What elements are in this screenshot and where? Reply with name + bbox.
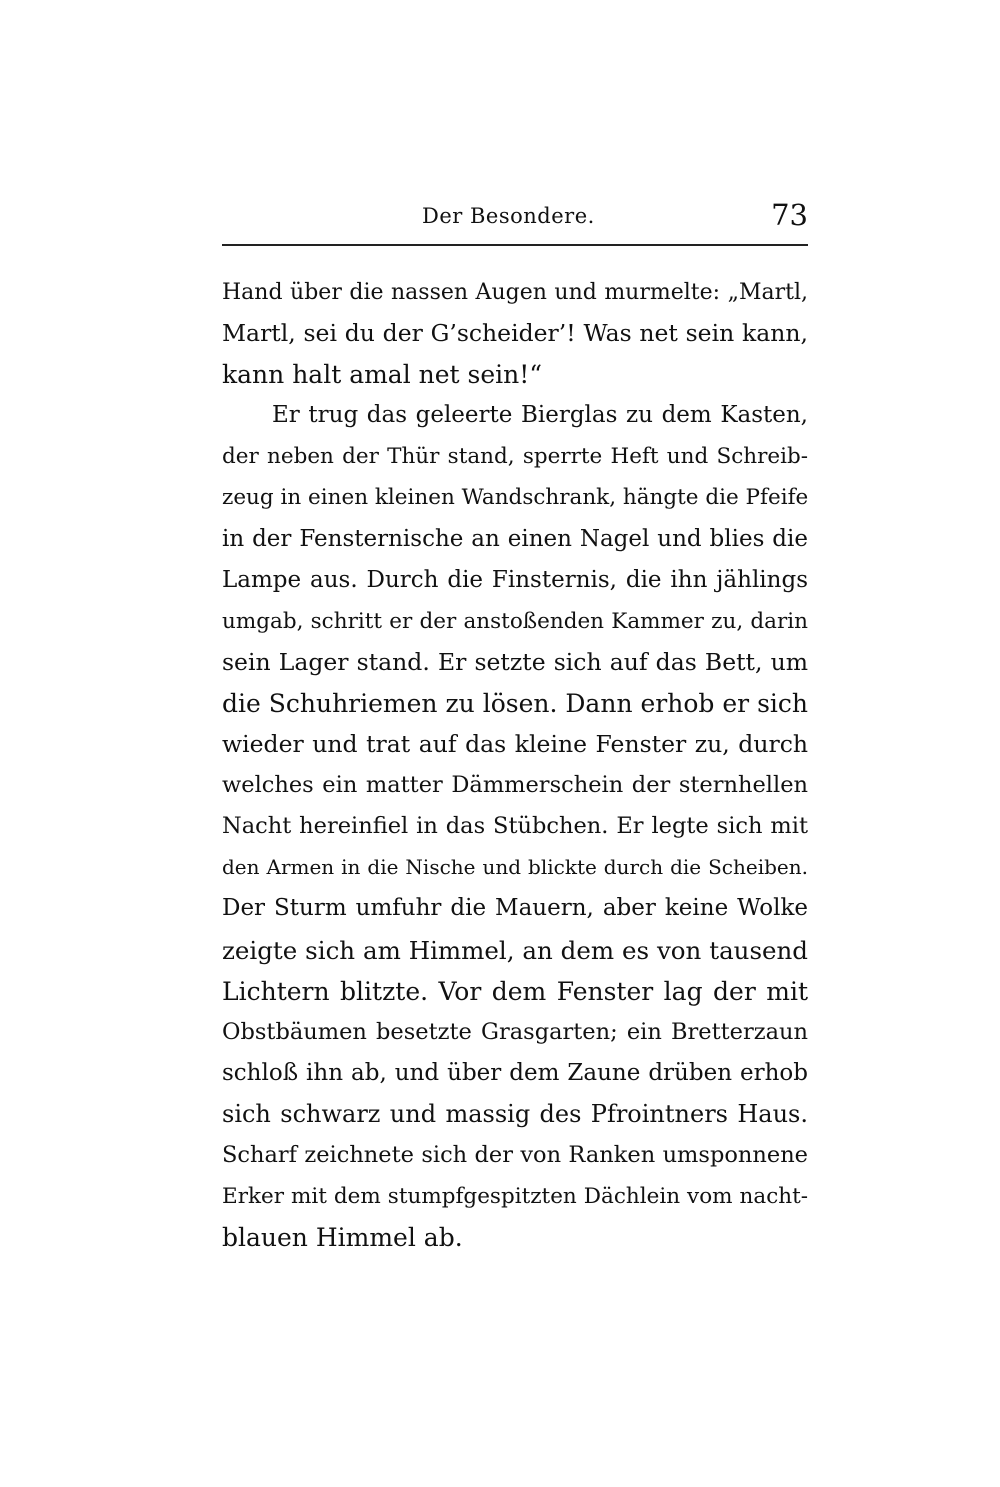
text-line: sein Lager stand. Er setzte sich auf das Bett, um — [222, 647, 808, 676]
text-line: Scharf zeichnete sich der von Ranken umsponnene — [222, 1141, 808, 1168]
text-line: schloß ihn ab, und über dem Zaune drüben erhob — [222, 1059, 808, 1086]
text-line: welches ein matter Dämmerschein der sternhellen — [222, 772, 808, 799]
text-line: Martl, sei du der G’scheider’! Was net sein kann, — [222, 319, 808, 348]
text-line: Der Sturm umfuhr die Mauern, aber keine Wolke — [222, 895, 808, 922]
text-line: sich schwarz und massig des Pfrointners Haus. — [222, 1099, 808, 1128]
text-line: Lichtern blitzte. Vor dem Fenster lag der mit — [222, 976, 808, 1006]
text-line: in der Fensternische an einen Nagel und blies die — [222, 525, 808, 552]
page-header — [222, 198, 808, 246]
body-text — [222, 272, 808, 1258]
text-line: kann halt amal net sein!“ — [222, 360, 543, 390]
text-line: zeug in einen kleinen Wandschrank, hängte die Pfeife — [222, 485, 808, 511]
text-line: zeigte sich am Himmel, an dem es von tausend — [222, 935, 808, 965]
text-line: wieder und trat auf das kleine Fenster zu, durch — [222, 730, 808, 759]
text-line: umgab, schritt er der anstoßenden Kammer zu, darin — [222, 608, 808, 634]
running-head: Der Besondere. — [422, 204, 595, 228]
text-line: Obstbäumen besetzte Grasgarten; ein Bretterzaun — [222, 1018, 808, 1045]
text-line: den Armen in die Nische und blickte durch die Scheiben. — [222, 855, 808, 880]
text-line: der neben der Thür stand, sperrte Heft und Schreib- — [222, 444, 808, 470]
text-line: Erker mit dem stumpfgespitzten Dächlein vom nacht- — [222, 1184, 808, 1210]
text-line: Er trug das geleerte Bierglas zu dem Kasten, — [272, 402, 808, 429]
text-line: die Schuhriemen zu lösen. Dann erhob er sich — [222, 688, 808, 718]
page-number: 73 — [771, 198, 808, 232]
text-line: blauen Himmel ab. — [222, 1223, 463, 1253]
text-line: Hand über die nassen Augen und murmelte: „Martl, — [222, 280, 808, 305]
text-line: Nacht hereinfiel in das Stübchen. Er legte sich mit — [222, 813, 808, 840]
text-line: Lampe aus. Durch die Finsternis, die ihn jählings — [222, 566, 808, 593]
